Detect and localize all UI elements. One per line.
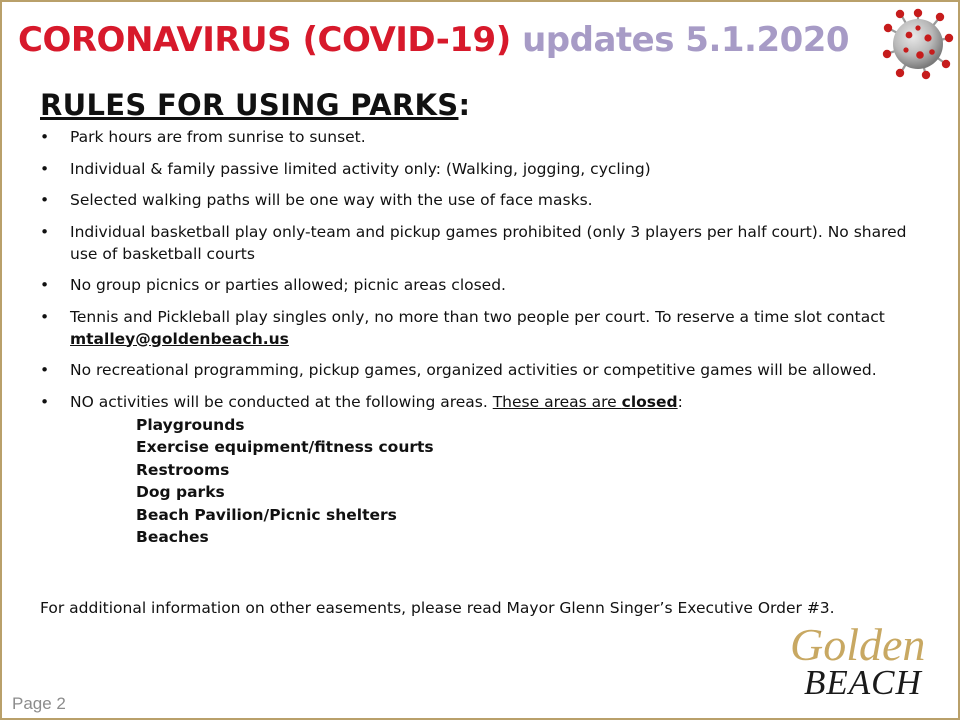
closed-area-item: Playgrounds (136, 415, 245, 434)
rule-item (40, 221, 910, 265)
contact-email-link[interactable]: mtalley@goldenbeach.us (70, 329, 289, 348)
section-heading (40, 88, 470, 122)
page-number: Page 2 (12, 694, 66, 713)
rule-text: No group picnics or parties allowed; picnic areas closed. (70, 276, 506, 294)
rule-text: Selected walking paths will be one way with the use of face masks. (70, 191, 593, 209)
rule-item (40, 274, 910, 296)
rule-text: No recreational programming, pickup games, organized activities or competitive games will be allowed. (70, 361, 877, 379)
golden-beach-logo (778, 616, 948, 700)
footer-note: For additional information on other easements, please read Mayor Glenn Singer’s Executive Order #3. (40, 599, 835, 617)
section-heading-colon: : (458, 88, 471, 122)
bullet-icon: • (40, 222, 50, 241)
closed-area-item: Dog parks (136, 483, 225, 501)
logo-line1: Golden (790, 619, 926, 670)
closed-note-text: These areas are (492, 392, 622, 411)
closed-word: closed (621, 392, 678, 411)
page-title (18, 20, 849, 60)
closed-area-item: Exercise equipment/fitness courts (136, 438, 434, 456)
rule-text: Individual basketball play only-team and pickup games prohibited (only 3 players per half court). No shared use of basketball courts (70, 222, 907, 263)
logo-line2: BEACH (804, 663, 922, 700)
title-main: CORONAVIRUS (COVID-19) (18, 20, 511, 60)
section-heading-text: RULES FOR USING PARKS (40, 88, 459, 122)
bullet-icon: • (40, 191, 50, 209)
rules-list (40, 126, 910, 558)
rule-item (40, 306, 910, 350)
closed-area-item: Beaches (136, 528, 209, 546)
rule-text: Park hours are from sunrise to sunset. (70, 128, 366, 146)
closed-areas-note (493, 393, 678, 411)
rule-item (40, 189, 910, 211)
closed-note-colon: : (677, 392, 683, 411)
closed-areas-list (136, 414, 910, 549)
bullet-icon: • (40, 392, 50, 411)
rule-item (40, 158, 910, 180)
closed-area-item: Beach Pavilion/Picnic shelters (136, 505, 397, 524)
title-date: updates 5.1.2020 (522, 20, 850, 60)
coronavirus-icon (882, 8, 954, 80)
bullet-icon: • (40, 307, 50, 326)
closed-area-item: Restrooms (136, 460, 230, 479)
rule-item (40, 359, 910, 381)
bullet-icon: • (40, 128, 50, 146)
rule-item (40, 391, 910, 549)
bullet-icon: • (40, 361, 50, 379)
bullet-icon: • (40, 276, 50, 294)
rule-text: Individual & family passive limited activity only: (Walking, jogging, cycling) (70, 159, 651, 178)
bullet-icon: • (40, 159, 50, 178)
rule-text: NO activities will be conducted at the following areas. (70, 392, 493, 411)
rule-item (40, 126, 910, 148)
rule-text: Tennis and Pickleball play singles only, no more than two people per court. To reserve a time slot contact (70, 307, 885, 326)
